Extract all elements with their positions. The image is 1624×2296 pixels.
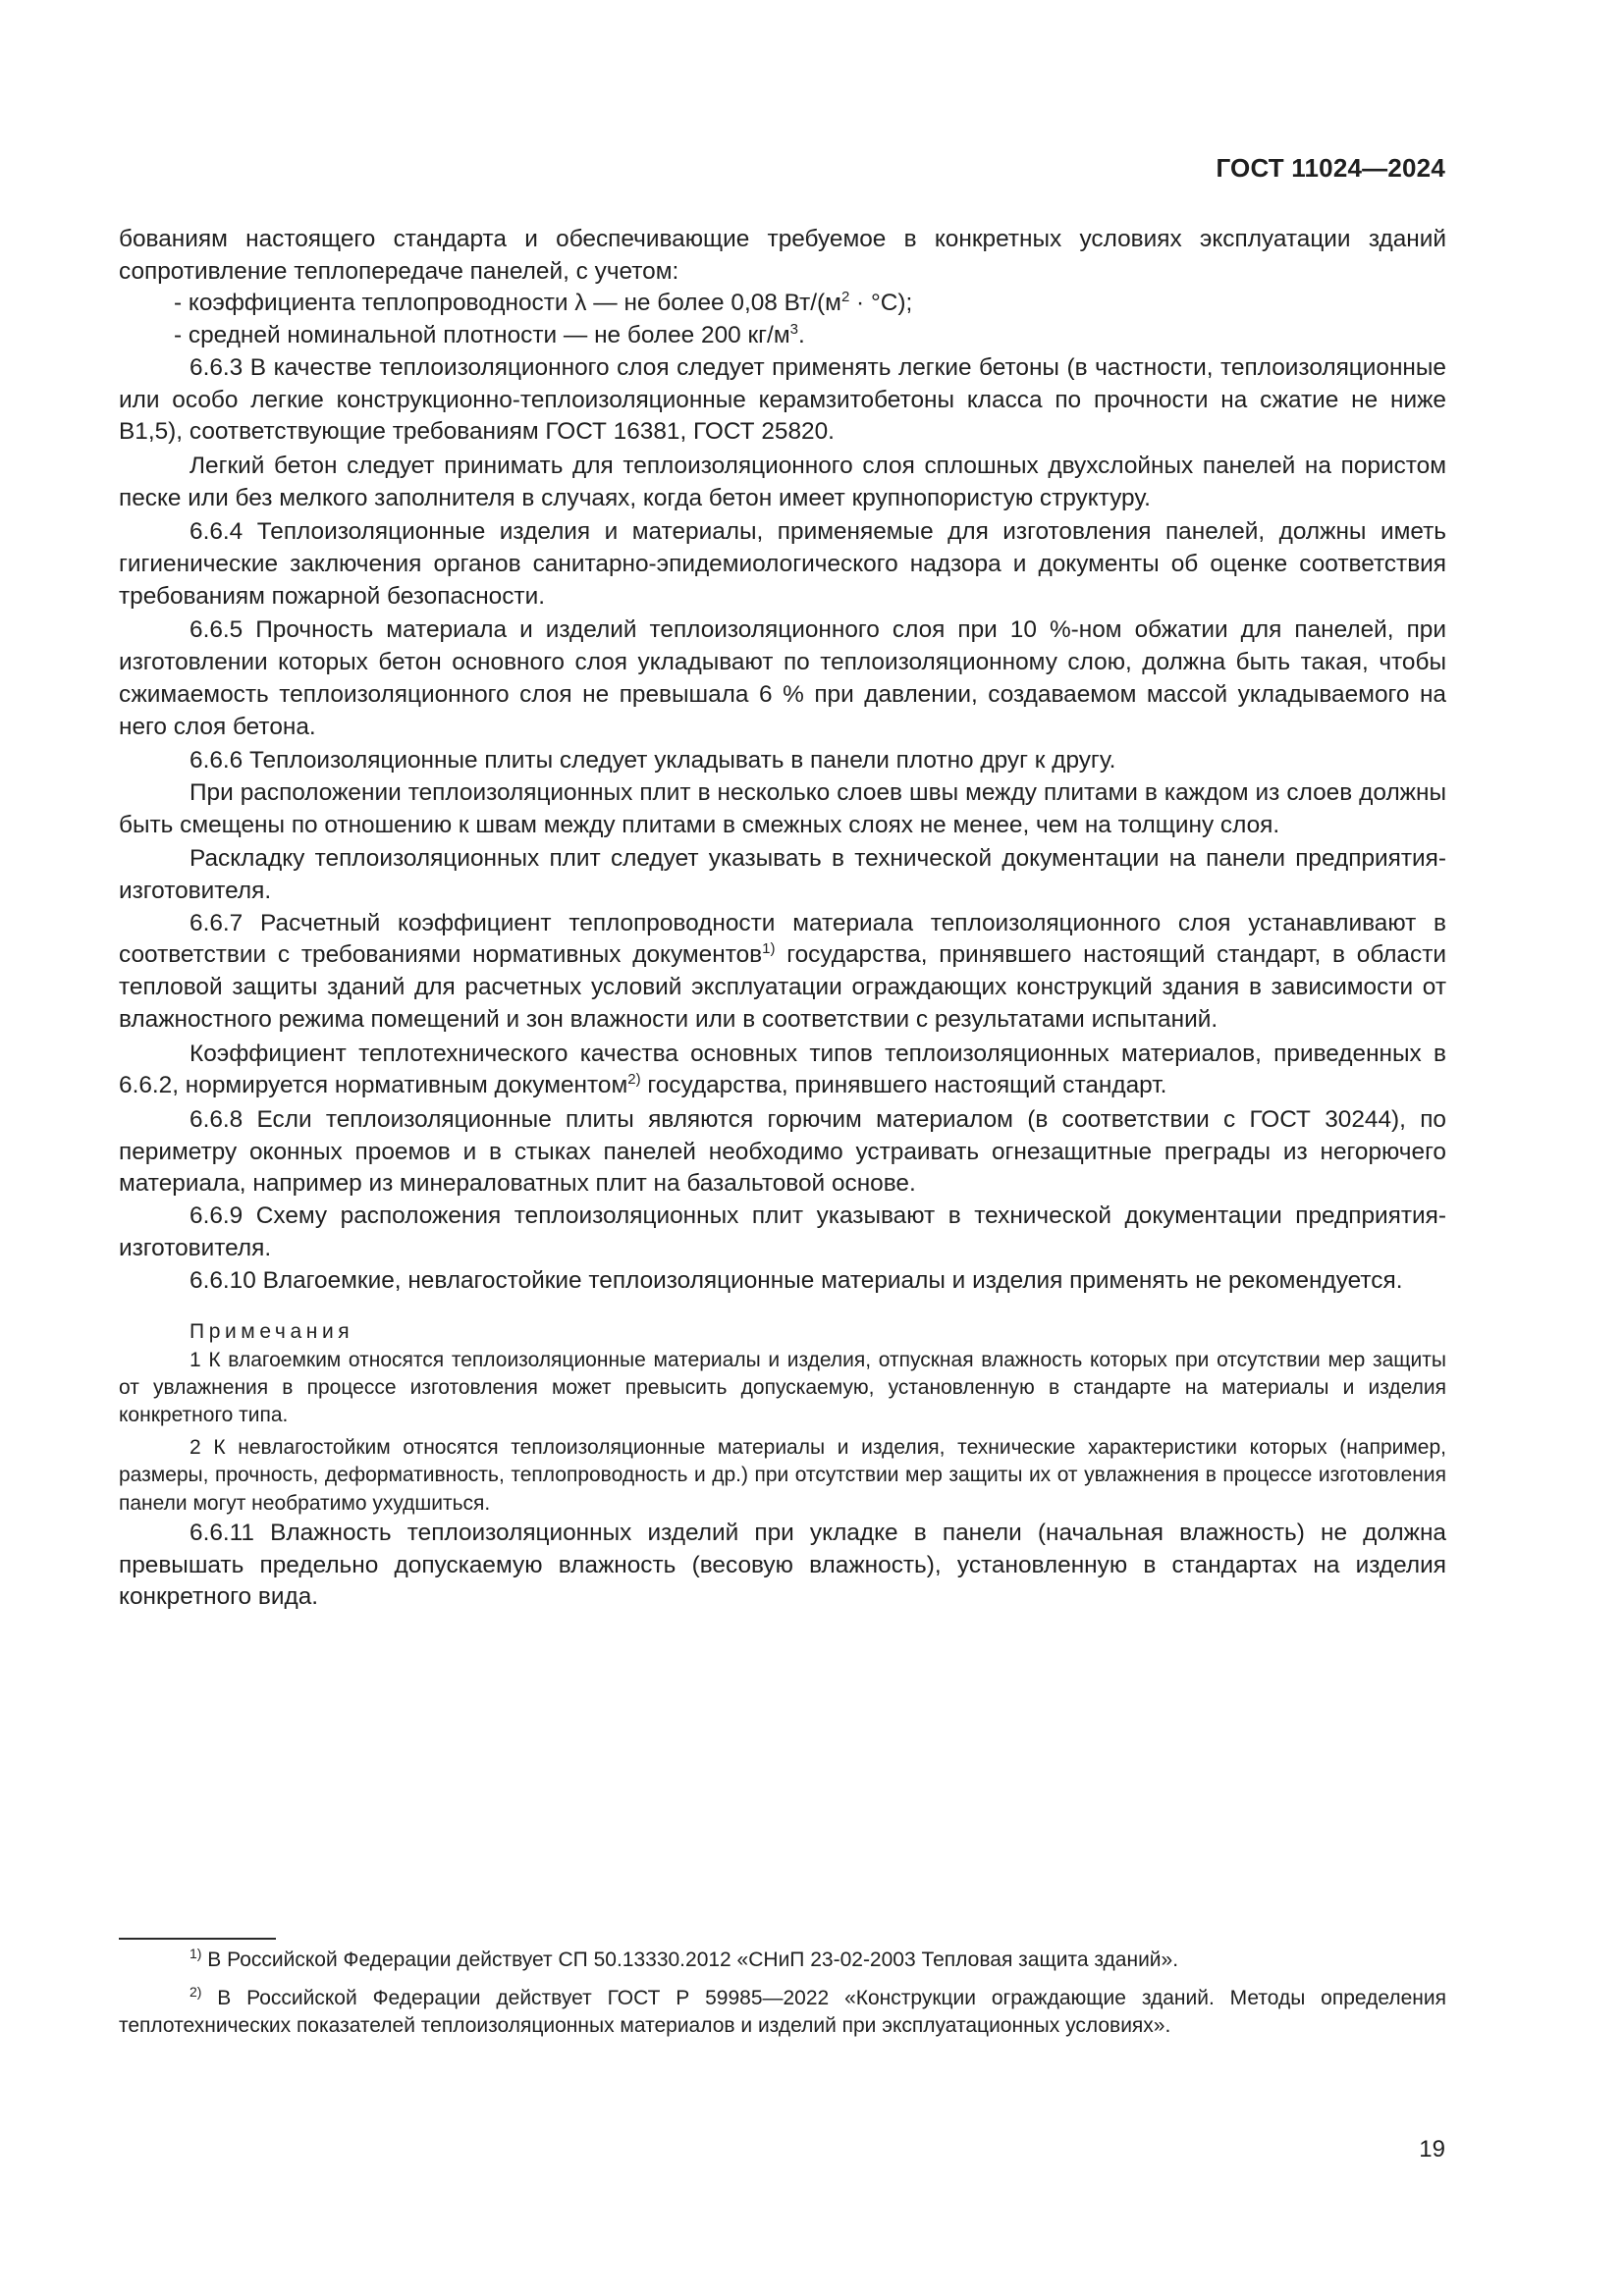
footnote-2	[119, 1985, 1446, 2041]
paragraph-text: 6.6.7 Расчетный коэффициент теплопроводности материала теплоизоляционного слоя устанавливают в соответствии с требованиями нормативных документов	[119, 909, 1446, 969]
footnote-text: В Российской Федерации действует СП 50.13330.2012 «СНиП 23-02-2003 Тепловая защита зданий».	[201, 1949, 1179, 1971]
paragraph-6-6-5: 6.6.5 Прочность материала и изделий теплоизоляционного слоя при 10 %-ном обжатии для панелей, при изготовлении которых бетон основного слоя укладывают по теплоизоляционному слою, должна быть такая, чтобы сжимаемость теплоизоляционного слоя не превышала 6 % при давлении, создаваемом массой укладываемого на него слоя бетона.	[119, 616, 1446, 740]
note-1: 1 К влагоемким относятся теплоизоляционные материалы и изделия, отпускная влажность которых при отсутствии мер защиты от увлажнения в процессе изготовления может превысить допускаемую, установленную в стандарте на материалы и изделия конкретного типа.	[119, 1348, 1446, 1427]
paragraph-text: государства, принявшего настоящий стандарт.	[640, 1072, 1167, 1099]
paragraph: Легкий бетон следует принимать для теплоизоляционного слоя сплошных двухслойных панелей на пористом песке или без мелкого заполнителя в случаях, когда бетон имеет крупнопористую структуру.	[119, 452, 1446, 511]
paragraph-6-6-4: 6.6.4 Теплоизоляционные изделия и материалы, применяемые для изготовления панелей, должны иметь гигиенические заключения органов санитарно-эпидемиологического надзора и документы об оценке соответствия требованиям пожарной безопасности.	[119, 518, 1446, 610]
footnote-ref-1: 1)	[762, 940, 776, 958]
main-text	[119, 224, 1446, 1614]
paragraph-6-6-11: 6.6.11 Влажность теплоизоляционных изделий при укладке в панели (начальная влажность) не должна превышать предельно допускаемую влажность (весовую влажность), установленную в стандартах на изделия конкретного вида.	[119, 1520, 1446, 1611]
paragraph: бованиям настоящего стандарта и обеспечивающие требуемое в конкретных условиях эксплуатации зданий сопротивление теплопередаче панелей, с учетом:	[119, 226, 1446, 285]
note-2: 2 К невлагостойким относятся теплоизоляционные материалы и изделия, технические характеристики которых (например, размеры, прочность, деформативность, теплопроводность и др.) при отсутствии мер защиты их от увлажнения в процессе изготовления панели могут необратимо ухудшиться.	[119, 1435, 1446, 1515]
paragraph-6-6-9: 6.6.9 Схему расположения теплоизоляционных плит указывают в технической документации предприятия-изготовителя.	[119, 1202, 1446, 1261]
paragraph-6-6-6: 6.6.6 Теплоизоляционные плиты следует укладывать в панели плотно друг к другу.	[189, 747, 1116, 774]
footnote-1	[119, 1947, 1446, 1975]
paragraph-text: государства, принявшего настоящий стандарт, в области тепловой защиты зданий для расчетных условий эксплуатации ограждающих конструкций здания в зависимости от влажностного режима помещений и зон влажности или в соответствии с результатами испытаний.	[119, 941, 1446, 1033]
superscript: 3	[789, 321, 798, 339]
footnote-ref-2: 2)	[627, 1071, 641, 1089]
document-header: ГОСТ 11024—2024	[1216, 153, 1445, 183]
page-number: 19	[1419, 2136, 1445, 2163]
footnote-text: В Российской Федерации действует ГОСТ Р 59985—2022 «Конструкции ограждающие зданий. Методы определения теплотехнических показателей теплоизоляционных материалов и изделий при эксплуатационных условиях».	[119, 1986, 1446, 2038]
list-item-text: - коэффициента теплопроводности λ — не более 0,08 Вт/(м	[174, 290, 841, 317]
paragraph-6-6-7	[119, 908, 1446, 1037]
list-item-tail: · °С);	[849, 290, 913, 317]
paragraph-6-6-10: 6.6.10 Влагоемкие, невлагостойкие теплоизоляционные материалы и изделия применять не рекомендуется.	[189, 1266, 1403, 1294]
footnote-mark: 1)	[189, 1946, 202, 1961]
paragraph: Раскладку теплоизоляционных плит следует указывать в технической документации на панели предприятия-изготовителя.	[119, 845, 1446, 905]
footnotes	[119, 1947, 1446, 2041]
notes-title: Примечания	[189, 1320, 354, 1344]
notes-block	[119, 1318, 1446, 1518]
list-item-tail: .	[797, 322, 805, 349]
footnote-separator	[119, 1938, 276, 1940]
paragraph-6-6-3: 6.6.3 В качестве теплоизоляционного слоя следует применять легкие бетоны (в частности, теплоизоляционные или особо легкие конструкционно-теплоизоляционные керамзитобетоны класса по прочности на сжатие не ниже В1,5), соответствующие требованиям ГОСТ 16381, ГОСТ 25820.	[119, 353, 1446, 446]
footnote-mark: 2)	[189, 1983, 202, 2000]
list-item	[119, 320, 1446, 352]
list-item-text: - средней номинальной плотности — не более 200 кг/м	[174, 322, 790, 349]
superscript: 2	[840, 289, 850, 306]
paragraph-text: Коэффициент теплотехнического качества основных типов теплоизоляционных материалов, приведенных в 6.6.2, нормируется нормативным документом	[119, 1040, 1446, 1099]
paragraph-6-6-8: 6.6.8 Если теплоизоляционные плиты являются горючим материалом (в соответствии с ГОСТ 30244), по периметру оконных проемов и в стыках панелей необходимо устраивать огнезащитные преграды из негорючего материала, например из минераловатных плит на базальтовой основе.	[119, 1105, 1446, 1198]
list-item	[119, 288, 1446, 320]
paragraph	[119, 1039, 1446, 1102]
paragraph: При расположении теплоизоляционных плит в несколько слоев швы между плитами в каждом из слоев должны быть смещены по отношению к швам между плитами в смежных слоях не менее, чем на толщину слоя.	[119, 778, 1446, 838]
